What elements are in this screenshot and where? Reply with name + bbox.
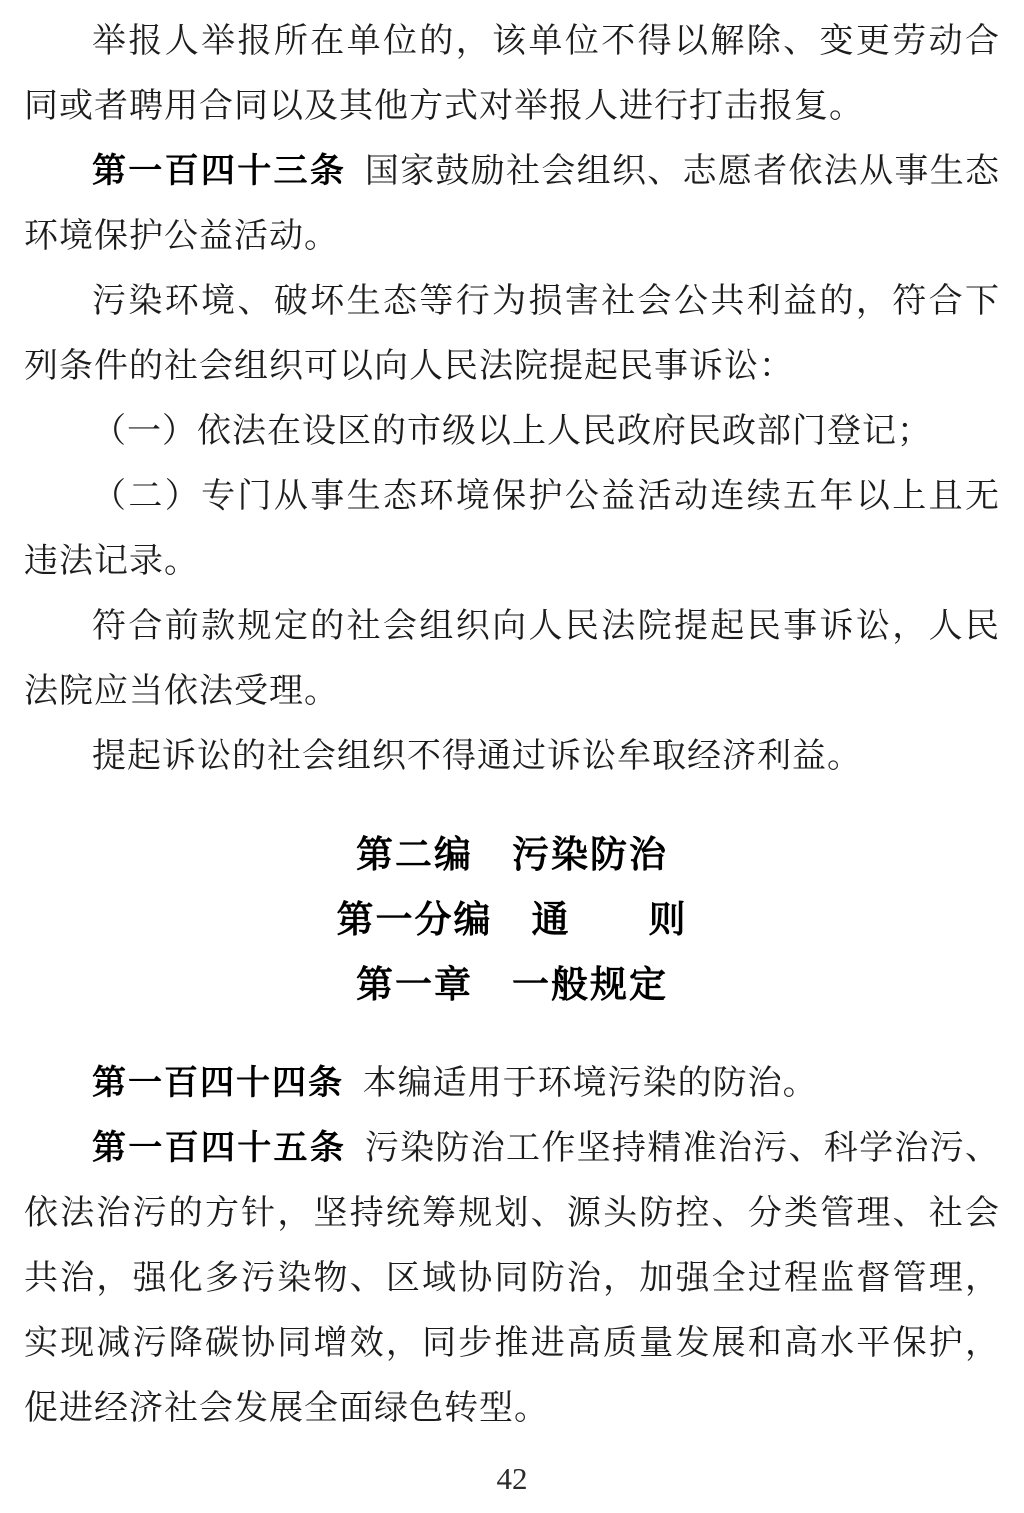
list-item: （一）依法在设区的市级以上人民政府民政部门登记； xyxy=(92,413,932,450)
article-text: 本编适用于环境污染的防治。 xyxy=(362,1065,818,1102)
article-number: 第一百四十五条 xyxy=(92,1129,347,1167)
subpart-heading: 第一分编 通 则 xyxy=(336,899,688,940)
article-number: 第一百四十四条 xyxy=(92,1064,344,1102)
page-number: 42 xyxy=(496,1461,528,1496)
section-headings xyxy=(24,822,1000,1017)
list-item: （二）专门从事生态环境保护公益活动连续五年以上且无违法记录。 xyxy=(24,478,1000,580)
article-paragraph xyxy=(24,1051,1000,1116)
article-text: 污染防治工作坚持精准治污、科学治污、依法治污的方针，坚持统筹规划、源头防控、分类管理、社会共治，强化多污染物、区域协同防治，加强全过程监督管理，实现减污降碳协同增效，同步推进高质量发展和高水平保护，促进经济社会发展全面绿色转型。 xyxy=(24,1130,1001,1427)
body-text-lower xyxy=(24,1051,1000,1441)
chapter-heading: 第一章 一般规定 xyxy=(356,964,668,1005)
article-text: 国家鼓励社会组织、志愿者依法从事生态环境保护公益活动。 xyxy=(24,153,1001,255)
article-paragraph xyxy=(24,139,1000,269)
page-footer xyxy=(0,1461,1024,1497)
article-paragraph xyxy=(24,1116,1000,1441)
part-heading: 第二编 污染防治 xyxy=(356,834,668,875)
paragraph: 污染环境、破坏生态等行为损害社会公共利益的，符合下列条件的社会组织可以向人民法院提起民事诉讼： xyxy=(24,283,1000,385)
article-number: 第一百四十三条 xyxy=(92,152,347,190)
body-text-upper xyxy=(24,9,1000,789)
paragraph: 举报人举报所在单位的，该单位不得以解除、变更劳动合同或者聘用合同以及其他方式对举报人进行打击报复。 xyxy=(24,23,1000,125)
paragraph: 提起诉讼的社会组织不得通过诉讼牟取经济利益。 xyxy=(92,738,862,775)
paragraph: 符合前款规定的社会组织向人民法院提起民事诉讼，人民法院应当依法受理。 xyxy=(24,608,1000,710)
